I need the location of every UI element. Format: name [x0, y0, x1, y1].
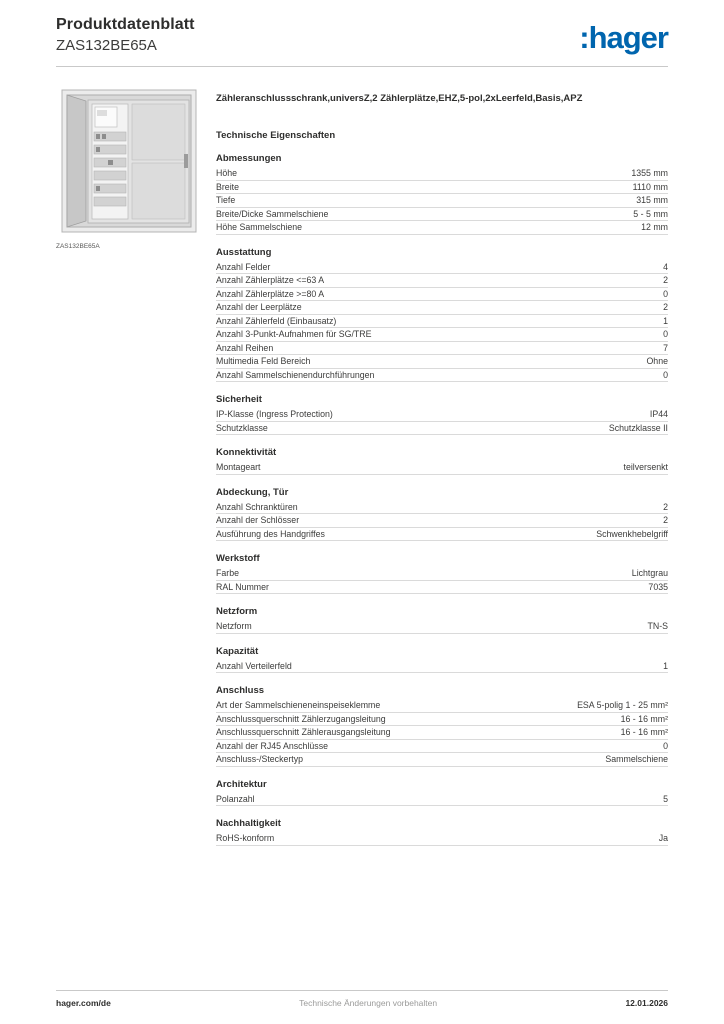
section-title: Netzform [216, 606, 258, 617]
footer-notice: Technische Änderungen vorbehalten [299, 998, 438, 1008]
spec-label: IP-Klasse (Ingress Protection) [216, 409, 333, 419]
spec-value: 0 [663, 740, 668, 751]
spec-value: 4 [663, 261, 668, 272]
spec-row [216, 328, 668, 342]
section-netzform [216, 607, 668, 634]
section-kapazit-t [216, 647, 668, 674]
spec-value: 1355 mm [631, 168, 668, 178]
spec-label: Anzahl der RJ45 Anschlüsse [216, 740, 328, 751]
spec-value: 315 mm [636, 195, 668, 205]
spec-label: Polanzahl [216, 793, 255, 804]
section-title: Anschluss [216, 685, 265, 696]
spec-label: Anzahl Zählerplätze >=80 A [216, 288, 325, 299]
spec-value: Lichtgrau [631, 568, 668, 578]
footer-site-link[interactable]: hager.com/de [56, 998, 111, 1008]
section-title: Ausstattung [216, 246, 272, 258]
spec-row [216, 194, 668, 208]
spec-label: Tiefe [216, 195, 236, 205]
section-title: Abdeckung, Tür [216, 486, 289, 498]
spec-row [216, 288, 668, 302]
spec-label: Montageart [216, 462, 261, 472]
spec-value: 2 [663, 515, 668, 525]
spec-row [216, 528, 668, 542]
spec-row [216, 567, 668, 581]
spec-label: Höhe Sammelschiene [216, 222, 303, 232]
spec-row [216, 315, 668, 329]
section-abdeckung-t-r [216, 488, 668, 542]
section-konnektivit-t [216, 448, 668, 475]
spec-value: Schwenkhebelgriff [596, 528, 668, 539]
spec-row [216, 301, 668, 315]
section-architektur [216, 780, 668, 807]
spec-label: Anzahl Zählerfeld (Einbausatz) [216, 315, 337, 326]
spec-label: Multimedia Feld Bereich [216, 356, 311, 366]
image-column [56, 88, 202, 250]
spec-row [216, 422, 668, 436]
spec-label: Anzahl Sammelschienendurchführungen [216, 369, 375, 380]
spec-label: RoHS-konform [216, 833, 275, 843]
tech-properties-heading: Technische Eigenschaften [216, 130, 336, 141]
spec-row [216, 753, 668, 767]
spec-value: teilversenkt [623, 462, 668, 472]
spec-value: Schutzklasse II [608, 422, 668, 433]
spec-label: Anschlussquerschnitt Zählerzugangsleitung [216, 713, 386, 724]
section-title: Werkstoff [216, 553, 260, 564]
spec-row [216, 369, 668, 383]
spec-label: Breite/Dicke Sammelschiene [216, 208, 329, 219]
spec-label: Art der Sammelschieneneinspeiseklemme [216, 700, 381, 710]
spec-value: 7035 [648, 581, 668, 592]
section-anschluss [216, 686, 668, 767]
spec-row [216, 181, 668, 195]
spec-row [216, 660, 668, 674]
spec-value: 2 [663, 302, 668, 312]
spec-row [216, 793, 668, 807]
spec-label: Anschluss-/Steckertyp [216, 754, 304, 764]
page-title: Produktdatenblatt [56, 16, 195, 33]
spec-label: RAL Nummer [216, 581, 269, 592]
spec-label: Farbe [216, 568, 239, 578]
spec-label: Anzahl Felder [216, 261, 271, 272]
spec-label: Netzform [216, 621, 252, 631]
spec-value: 16 - 16 mm² [620, 713, 668, 724]
spec-label: Höhe [216, 168, 238, 178]
spec-row [216, 581, 668, 595]
spec-value: ESA 5-polig 1 - 25 mm² [577, 700, 668, 710]
hager-logo: :hager [579, 20, 668, 55]
spec-row [216, 514, 668, 528]
section-title: Architektur [216, 778, 267, 790]
spec-value: 0 [663, 329, 668, 339]
spec-row [216, 274, 668, 288]
spec-label: Anzahl der Schlösser [216, 515, 300, 525]
page-footer [56, 990, 668, 1008]
spec-row [216, 832, 668, 846]
spec-sections [216, 154, 668, 846]
spec-row [216, 208, 668, 222]
spec-value: 0 [663, 369, 668, 380]
spec-value: 1 [663, 660, 668, 671]
spec-value: IP44 [649, 409, 668, 419]
spec-value: 7 [663, 342, 668, 353]
spec-row [216, 501, 668, 515]
spec-row [216, 261, 668, 275]
product-photo [56, 88, 202, 236]
spec-label: Anzahl Reihen [216, 342, 274, 353]
section-title: Sicherheit [216, 394, 262, 405]
meter-cabinet-illustration [56, 88, 202, 236]
spec-label: Ausführung des Handgriffes [216, 528, 325, 539]
content-area [56, 88, 668, 846]
spec-row [216, 726, 668, 740]
footer-date: 12.01.2026 [625, 998, 668, 1008]
spec-row [216, 699, 668, 713]
spec-row [216, 167, 668, 181]
spec-row [216, 713, 668, 727]
spec-row [216, 461, 668, 475]
spec-value: Sammelschiene [605, 754, 668, 764]
spec-value: 2 [663, 275, 668, 285]
section-title: Kapazität [216, 645, 259, 657]
spec-value: Ohne [646, 356, 668, 366]
spec-row [216, 740, 668, 754]
section-title: Konnektivität [216, 447, 277, 458]
spec-value: 1110 mm [632, 181, 668, 192]
spec-value: Ja [658, 833, 668, 843]
spec-value: 2 [663, 501, 668, 512]
spec-label: Anzahl der Leerplätze [216, 302, 302, 312]
spec-value: TN-S [647, 621, 668, 631]
page-header [56, 16, 668, 66]
header-divider [56, 66, 668, 67]
section-ausstattung [216, 248, 668, 383]
spec-row [216, 342, 668, 356]
spec-value: 5 [663, 793, 668, 804]
spec-row [216, 408, 668, 422]
section-title: Nachhaltigkeit [216, 818, 281, 829]
section-werkstoff [216, 554, 668, 594]
spec-row [216, 221, 668, 235]
section-abmessungen [216, 154, 668, 235]
spec-label: Anzahl Zählerplätze <=63 A [216, 275, 325, 285]
spec-column [216, 88, 668, 846]
spec-label: Anzahl Schranktüren [216, 501, 298, 512]
spec-value: 12 mm [641, 222, 668, 232]
section-nachhaltigkeit [216, 819, 668, 846]
spec-label: Schutzklasse [216, 422, 268, 433]
section-title: Abmessungen [216, 153, 282, 164]
spec-label: Anzahl 3-Punkt-Aufnahmen für SG/TRE [216, 329, 372, 339]
spec-value: 1 [663, 315, 668, 326]
spec-row [216, 355, 668, 369]
spec-label: Breite [216, 181, 239, 192]
image-caption: ZAS132BE65A [56, 243, 100, 250]
spec-value: 16 - 16 mm² [620, 727, 668, 737]
section-sicherheit [216, 395, 668, 435]
spec-row [216, 620, 668, 634]
product-reference: ZAS132BE65A [56, 37, 157, 54]
spec-label: Anschlussquerschnitt Zählerausgangsleitung [216, 727, 391, 737]
product-name: Zähleranschlussschrank,universZ,2 Zählerplätze,EHZ,5-pol,2xLeerfeld,Basis,APZ [216, 93, 583, 104]
spec-value: 5 - 5 mm [633, 208, 668, 219]
spec-value: 0 [663, 288, 668, 299]
spec-label: Anzahl Verteilerfeld [216, 660, 292, 671]
